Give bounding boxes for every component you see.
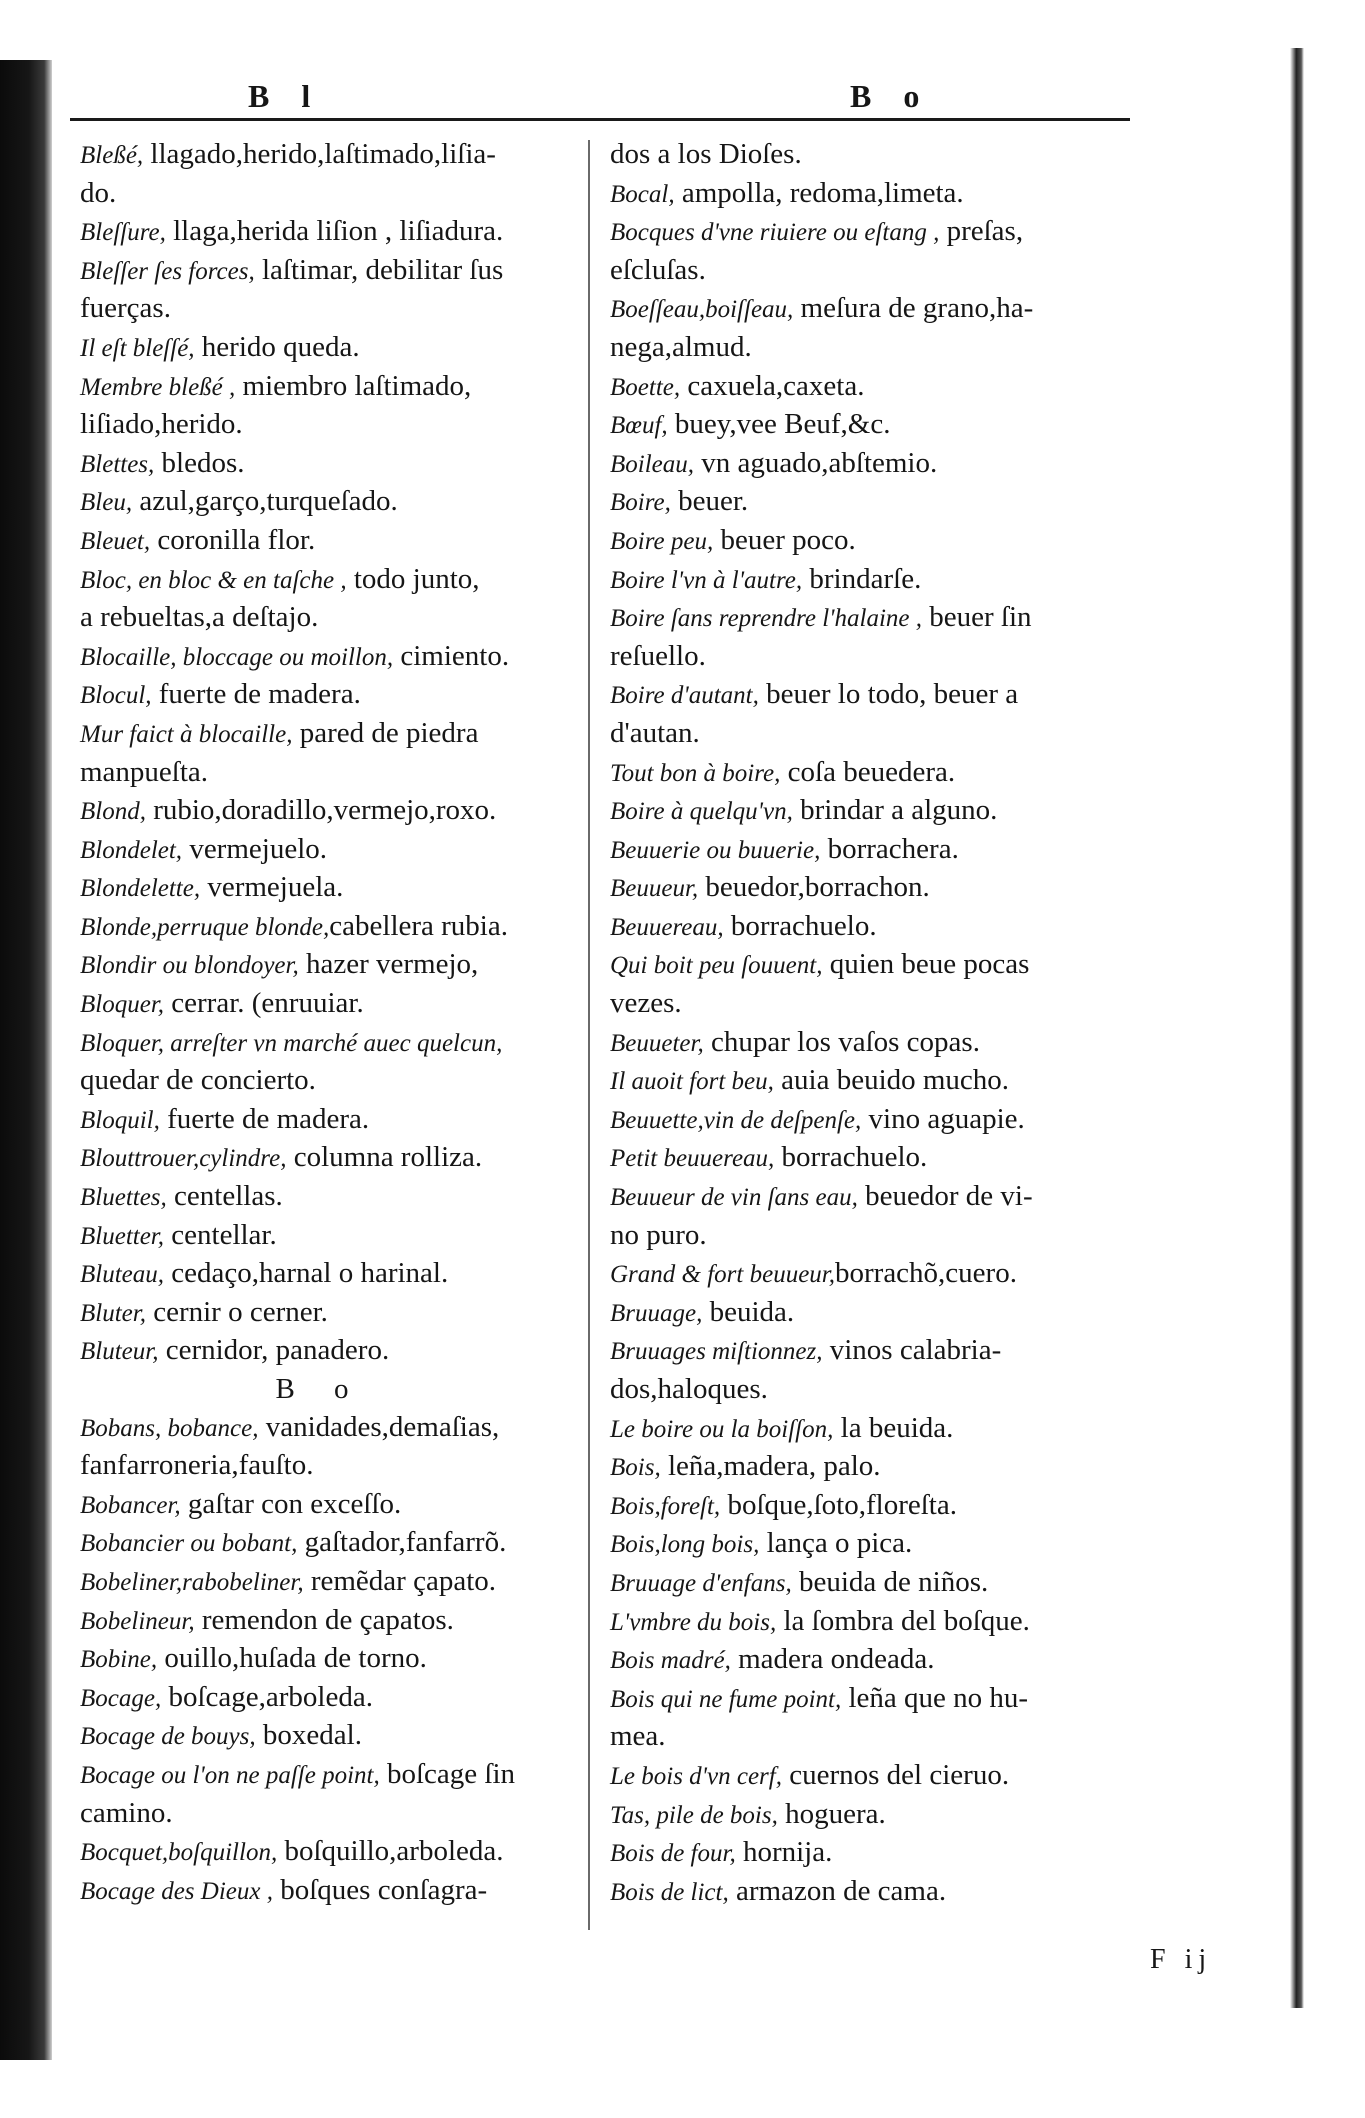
- dictionary-entry: [80, 406, 560, 445]
- entry-definition: manpueſta.: [80, 755, 209, 788]
- dictionary-entry: [80, 946, 560, 985]
- dictionary-entry: [610, 1410, 1140, 1449]
- entry-headword: Boeſſeau,boiſſeau,: [610, 296, 794, 324]
- dictionary-entry: [610, 869, 1140, 908]
- entry-headword: Bois qui ne fume point,: [610, 1685, 842, 1713]
- entry-definition: caxuela,caxeta.: [680, 369, 865, 402]
- entry-headword: Beuueter,: [610, 1029, 704, 1057]
- running-head-right: B o: [850, 78, 932, 114]
- dictionary-entry: [80, 483, 560, 522]
- dictionary-entry: [80, 908, 560, 947]
- dictionary-entry: [610, 946, 1140, 985]
- dictionary-entry: [610, 638, 1140, 677]
- dictionary-entry: [80, 715, 560, 754]
- entry-definition: boſque,ſoto,floreſta.: [720, 1488, 957, 1521]
- dictionary-entry: [80, 1756, 560, 1795]
- entry-definition: cernidor, panadero.: [158, 1334, 390, 1367]
- entry-definition: fuerças.: [80, 292, 171, 325]
- dictionary-entry: [610, 175, 1140, 214]
- entry-headword: Bœuf,: [610, 412, 668, 440]
- entry-headword: Blondir ou blondoyer,: [80, 952, 299, 980]
- dictionary-entry: [610, 329, 1140, 368]
- entry-headword: Bocage,: [80, 1684, 162, 1712]
- entry-definition: beuer.: [670, 485, 749, 518]
- entry-definition: armazon de cama.: [728, 1874, 947, 1907]
- entry-definition: brindarſe.: [802, 562, 922, 595]
- entry-definition: cedaço,harnal o harinal.: [164, 1257, 449, 1290]
- dictionary-entry: [80, 1294, 560, 1333]
- entry-headword: Blocul,: [80, 682, 152, 710]
- entry-definition: boſques conſagra-: [272, 1873, 488, 1906]
- entry-headword: Beuuerie ou buuerie,: [610, 836, 821, 864]
- page-edge-shadow: [1290, 48, 1304, 2008]
- dictionary-entry: [80, 676, 560, 715]
- entry-headword: Bluetter,: [80, 1222, 165, 1250]
- entry-definition: boſquillo,arboleda.: [277, 1835, 504, 1868]
- dictionary-entry: [80, 1255, 560, 1294]
- entry-definition: coſa beuedera.: [780, 755, 956, 788]
- dictionary-entry: [610, 831, 1140, 870]
- dictionary-entry: [80, 1486, 560, 1525]
- entry-definition: laſtimar, debilitar ſus: [254, 253, 504, 286]
- dictionary-entry: [610, 406, 1140, 445]
- entry-headword: Bluter,: [80, 1299, 146, 1327]
- entry-definition: beuer ſin: [922, 601, 1032, 634]
- entry-headword: Bocage ou l'on ne paſſe point,: [80, 1761, 380, 1789]
- dictionary-entry: [610, 522, 1140, 561]
- dictionary-entry: [610, 1062, 1140, 1101]
- dictionary-entry: [80, 1679, 560, 1718]
- entry-definition: mea.: [610, 1720, 666, 1753]
- entry-definition: dos,haloques.: [610, 1373, 768, 1405]
- entry-definition: meſura de grano,ha-: [793, 292, 1034, 325]
- dictionary-entry: [80, 1640, 560, 1679]
- dictionary-entry: [80, 213, 560, 252]
- dictionary-entry: [80, 754, 560, 793]
- entry-headword: Boire ſans reprendre l'halaine ,: [610, 605, 923, 633]
- running-head-left: B l: [248, 78, 323, 114]
- dictionary-entry: [80, 1833, 560, 1872]
- entry-headword: Bobeliner,rabobeliner,: [80, 1568, 304, 1596]
- entry-headword: Bleuet,: [80, 527, 151, 555]
- entry-definition: columna rolliza.: [286, 1141, 483, 1174]
- dictionary-entry: [610, 1641, 1140, 1680]
- entry-definition: la ſombra del boſque.: [776, 1604, 1030, 1637]
- entry-definition: quien beue pocas: [822, 948, 1030, 981]
- entry-headword: Bois,foreſt,: [610, 1492, 721, 1520]
- entry-headword: Bocquet,boſquillon,: [80, 1839, 278, 1867]
- entry-definition: remẽdar çapato.: [303, 1564, 497, 1597]
- column-divider: [588, 140, 590, 1930]
- entry-headword: Il eſt bleſſé,: [80, 334, 195, 362]
- entry-definition: hazer vermejo,: [298, 948, 479, 981]
- entry-definition: fuerte de madera.: [151, 678, 361, 711]
- entry-definition: quedar de concierto.: [80, 1064, 316, 1097]
- dictionary-entry: [80, 1024, 560, 1063]
- entry-definition: vezes.: [610, 987, 682, 1020]
- right-column: [610, 136, 1140, 1911]
- dictionary-entry: [610, 290, 1140, 329]
- entry-headword: Tas, pile de bois,: [610, 1801, 778, 1829]
- dictionary-entry: [610, 676, 1140, 715]
- entry-headword: Boire d'autant,: [610, 682, 759, 710]
- entry-definition: auia beuido mucho.: [773, 1064, 1010, 1097]
- dictionary-entry: [80, 1563, 560, 1602]
- entry-definition: lança o pica.: [759, 1527, 913, 1560]
- entry-definition: borrachuelo.: [774, 1141, 928, 1174]
- entry-headword: Bleſſure,: [80, 219, 166, 247]
- entry-definition: a rebueltas,a deſtajo.: [80, 601, 319, 634]
- entry-definition: vanidades,demaſias,: [258, 1410, 500, 1443]
- dictionary-entry: [80, 1217, 560, 1256]
- dictionary-entry: [80, 522, 560, 561]
- entry-definition: gaſtador,fanfarrõ.: [297, 1526, 507, 1559]
- entry-definition: borrachuelo.: [723, 909, 877, 942]
- entry-definition: d'autan.: [610, 716, 700, 749]
- entry-definition: cabellera rubia.: [329, 909, 508, 942]
- entry-headword: Le bois d'vn cerf,: [610, 1762, 782, 1790]
- entry-definition: madera ondeada.: [730, 1643, 935, 1676]
- entry-headword: Blondelet,: [80, 836, 183, 864]
- entry-definition: hoguera.: [777, 1797, 886, 1830]
- entry-headword: Bobine,: [80, 1646, 158, 1674]
- dictionary-entry: [610, 1371, 1140, 1410]
- dictionary-entry: [610, 1525, 1140, 1564]
- entry-definition: fanfarroneria,fauſto.: [80, 1449, 314, 1482]
- entry-definition: vino aguapie.: [861, 1102, 1025, 1135]
- dictionary-entry: [610, 599, 1140, 638]
- entry-headword: Bobancer,: [80, 1491, 181, 1519]
- entry-definition: beuedor de vi-: [857, 1180, 1033, 1213]
- entry-headword: Petit beuuereau,: [610, 1145, 775, 1173]
- entry-headword: Bloquil,: [80, 1106, 160, 1134]
- signature-mark: F ij: [1150, 1944, 1213, 1975]
- entry-definition: fuerte de madera.: [159, 1102, 370, 1135]
- entry-headword: Bois de lict,: [610, 1878, 729, 1906]
- entry-definition: buey,vee Beuf,&c.: [667, 408, 891, 441]
- entry-headword: Bobans, bobance,: [80, 1414, 259, 1442]
- dictionary-entry: [80, 1717, 560, 1756]
- entry-headword: Il auoit fort beu,: [610, 1068, 774, 1096]
- dictionary-entry: [80, 1872, 560, 1911]
- dictionary-entry: [80, 792, 560, 831]
- dictionary-entry: [610, 1139, 1140, 1178]
- dictionary-entry: [80, 831, 560, 870]
- entry-definition: centellas.: [166, 1180, 283, 1213]
- dictionary-entry: [610, 1680, 1140, 1719]
- dictionary-entry: [610, 1718, 1140, 1757]
- entry-definition: leña que no hu-: [841, 1681, 1029, 1714]
- entry-headword: Boire,: [610, 489, 671, 517]
- entry-definition: cerrar. (enruuiar.: [164, 987, 364, 1020]
- entry-headword: Bois,long bois,: [610, 1531, 760, 1559]
- dictionary-entry: [610, 1217, 1140, 1256]
- entry-definition: centellar.: [164, 1218, 277, 1251]
- dictionary-entry: [610, 715, 1140, 754]
- entry-definition: cuernos del cieruo.: [782, 1758, 1010, 1791]
- entry-definition: boxedal.: [255, 1719, 362, 1752]
- entry-definition: hornija.: [735, 1836, 833, 1869]
- dictionary-entry: [80, 1795, 560, 1834]
- entry-definition: ampolla, redoma,limeta.: [674, 176, 964, 209]
- entry-definition: vermejuela.: [200, 871, 344, 904]
- dictionary-entry: [80, 1178, 560, 1217]
- entry-headword: Qui boit peu ſouuent,: [610, 952, 823, 980]
- dictionary-entry: [610, 1448, 1140, 1487]
- entry-definition: brindar a alguno.: [792, 794, 998, 827]
- dictionary-entry: [610, 1603, 1140, 1642]
- entry-definition: cernir o cerner.: [145, 1295, 328, 1328]
- entry-definition: llaga,herida liſion , liſiadura.: [165, 215, 504, 248]
- entry-definition: llagado,herido,laſtimado,liſia-: [143, 138, 496, 170]
- dictionary-entry: [80, 1332, 560, 1371]
- entry-definition: bledos.: [154, 446, 245, 479]
- entry-headword: Bocage de bouys,: [80, 1723, 256, 1751]
- entry-definition: boſcage,arboleda.: [161, 1680, 373, 1713]
- left-column: [80, 136, 560, 1910]
- dictionary-entry: [80, 985, 560, 1024]
- entry-headword: Bruuage,: [610, 1299, 703, 1327]
- entry-definition: miembro laſtimado,: [235, 369, 472, 402]
- dictionary-entry: [610, 1564, 1140, 1603]
- entry-headword: Beuuette,vin de deſpenſe,: [610, 1106, 862, 1134]
- dictionary-entry: [610, 136, 1140, 175]
- entry-headword: Bruuages miſtionnez,: [610, 1338, 823, 1366]
- entry-definition: rubio,doradillo,vermejo,roxo.: [145, 794, 497, 827]
- entry-headword: Bloc, en bloc & en taſche ,: [80, 566, 347, 594]
- dictionary-entry: [80, 175, 560, 214]
- entry-headword: Beuuereau,: [610, 913, 724, 941]
- dictionary-entry: [80, 1524, 560, 1563]
- entry-definition: coronilla flor.: [150, 523, 316, 556]
- dictionary-entry: [80, 561, 560, 600]
- entry-headword: Boire l'vn à l'autre,: [610, 566, 803, 594]
- entry-definition: beuida.: [702, 1295, 795, 1328]
- entry-definition: beuedor,borrachon.: [698, 871, 930, 904]
- dictionary-entry: [610, 1834, 1140, 1873]
- dictionary-entry: [610, 561, 1140, 600]
- entry-definition: beuer lo todo, beuer a: [758, 678, 1019, 711]
- dictionary-entry: [610, 483, 1140, 522]
- entry-headword: Boette,: [610, 373, 681, 401]
- entry-headword: Le boire ou la boiſſon,: [610, 1415, 834, 1443]
- dictionary-entry: [610, 1024, 1140, 1063]
- dictionary-entry: [610, 445, 1140, 484]
- dictionary-entry: [610, 1487, 1140, 1526]
- entry-definition: herido queda.: [194, 330, 360, 363]
- entry-definition: la beuida.: [833, 1411, 954, 1444]
- entry-definition: ouillo,huſada de torno.: [157, 1642, 427, 1675]
- entry-definition: cimiento.: [393, 639, 510, 672]
- entry-definition: vn aguado,abſtemio.: [694, 446, 938, 479]
- entry-definition: camino.: [80, 1796, 173, 1829]
- dictionary-entry: [80, 136, 560, 175]
- dictionary-entry: [610, 985, 1140, 1024]
- entry-headword: Tout bon à boire,: [610, 759, 781, 787]
- dictionary-entry: [80, 329, 560, 368]
- entry-definition: eſcluſas.: [610, 253, 706, 286]
- dictionary-entry: [610, 1294, 1140, 1333]
- dictionary-entry: [80, 445, 560, 484]
- entry-headword: Blocaille, bloccage ou moillon,: [80, 643, 394, 671]
- entry-headword: Bloquer, arreſter vn marché auec quelcun,: [80, 1029, 503, 1057]
- section-heading: B o: [275, 1373, 365, 1405]
- entry-definition: leña,madera, palo.: [660, 1450, 881, 1483]
- entry-definition: vermejuelo.: [182, 832, 328, 865]
- dictionary-entry: [610, 252, 1140, 291]
- entry-definition: remendon de çapatos.: [194, 1603, 454, 1636]
- dictionary-entry: [80, 599, 560, 638]
- dictionary-entry: [610, 368, 1140, 407]
- entry-headword: Blonde,perruque blonde,: [80, 913, 330, 941]
- entry-headword: Boire peu,: [610, 527, 714, 555]
- dictionary-entry: [80, 1062, 560, 1101]
- dictionary-entry: [80, 1409, 560, 1448]
- entry-definition: boſcage ſin: [379, 1757, 516, 1790]
- dictionary-entry: [610, 792, 1140, 831]
- entry-headword: Bruuage d'enfans,: [610, 1569, 792, 1597]
- dictionary-entry: [610, 213, 1140, 252]
- entry-headword: L'vmbre du bois,: [610, 1608, 777, 1636]
- entry-headword: Bluteau,: [80, 1261, 165, 1289]
- dictionary-entry: [80, 1139, 560, 1178]
- dictionary-entry: [610, 1178, 1140, 1217]
- entry-definition: beuer poco.: [713, 523, 856, 556]
- entry-definition: liſiado,herido.: [80, 408, 243, 441]
- entry-headword: Bois,: [610, 1454, 661, 1482]
- entry-headword: Bois madré,: [610, 1647, 731, 1675]
- dictionary-entry: [610, 754, 1140, 793]
- dictionary-entry: [610, 1873, 1140, 1912]
- entry-headword: Bocques d'vne riuiere ou eſtang ,: [610, 219, 940, 247]
- entry-definition: borrachera.: [820, 832, 959, 865]
- entry-definition: borrachõ,cuero.: [835, 1257, 1017, 1290]
- entry-headword: Bleſſer ſes forces,: [80, 257, 255, 285]
- header-rule: [70, 118, 1130, 121]
- entry-definition: no puro.: [610, 1218, 707, 1251]
- dictionary-entry: [80, 1101, 560, 1140]
- dictionary-entry: [80, 869, 560, 908]
- entry-headword: Beuueur de vin ſans eau,: [610, 1184, 858, 1212]
- entry-headword: Blouttrouer,cylindre,: [80, 1145, 287, 1173]
- entry-headword: Grand & fort beuueur,: [610, 1261, 835, 1289]
- dictionary-entry: [610, 1101, 1140, 1140]
- entry-headword: Bocal,: [610, 180, 675, 208]
- entry-headword: Bocage des Dieux ,: [80, 1877, 273, 1905]
- entry-definition: nega,almud.: [610, 330, 752, 363]
- dictionary-entry: [80, 252, 560, 291]
- entry-headword: Blondelette,: [80, 875, 201, 903]
- dictionary-entry: [610, 1796, 1140, 1835]
- book-spine-shadow: [0, 60, 52, 2060]
- entry-headword: Bluettes,: [80, 1184, 167, 1212]
- dictionary-entry: [610, 1332, 1140, 1371]
- entry-headword: Mur faict à blocaille,: [80, 720, 293, 748]
- entry-headword: Bobancier ou bobant,: [80, 1530, 298, 1558]
- entry-headword: Bobelineur,: [80, 1607, 195, 1635]
- entry-headword: Boire à quelqu'vn,: [610, 798, 793, 826]
- entry-headword: Membre bleßé ,: [80, 373, 236, 401]
- entry-headword: Bluteur,: [80, 1338, 159, 1366]
- entry-definition: beuida de niños.: [791, 1565, 989, 1598]
- entry-headword: Beuueur,: [610, 875, 699, 903]
- entry-headword: Bleu,: [80, 489, 133, 517]
- entry-headword: Bloquer,: [80, 991, 165, 1019]
- dictionary-entry: [80, 1447, 560, 1486]
- dictionary-entry: [80, 290, 560, 329]
- entry-definition: dos a los Dioſes.: [610, 138, 802, 170]
- entry-definition: vinos calabria-: [822, 1334, 1002, 1367]
- entry-definition: do.: [80, 176, 117, 209]
- entry-headword: Blond,: [80, 798, 146, 826]
- entry-definition: preſas,: [939, 215, 1024, 248]
- entry-headword: Blettes,: [80, 450, 155, 478]
- entry-headword: Boileau,: [610, 450, 695, 478]
- entry-definition: pared de piedra: [292, 716, 479, 749]
- dictionary-entry: [610, 908, 1140, 947]
- entry-definition: gaſtar con exceſſo.: [180, 1487, 402, 1520]
- dictionary-entry: [80, 1602, 560, 1641]
- dictionary-entry: [610, 1255, 1140, 1294]
- entry-definition: reſuello.: [610, 639, 706, 672]
- entry-definition: azul,garço,turqueſado.: [132, 485, 398, 518]
- entry-headword: Bleßé,: [80, 142, 144, 169]
- dictionary-entry: [80, 368, 560, 407]
- entry-definition: chupar los vaſos copas.: [703, 1025, 980, 1058]
- dictionary-entry: [610, 1757, 1140, 1796]
- entry-definition: todo junto,: [346, 562, 480, 595]
- entry-headword: Bois de four,: [610, 1840, 736, 1868]
- dictionary-entry: [80, 638, 560, 677]
